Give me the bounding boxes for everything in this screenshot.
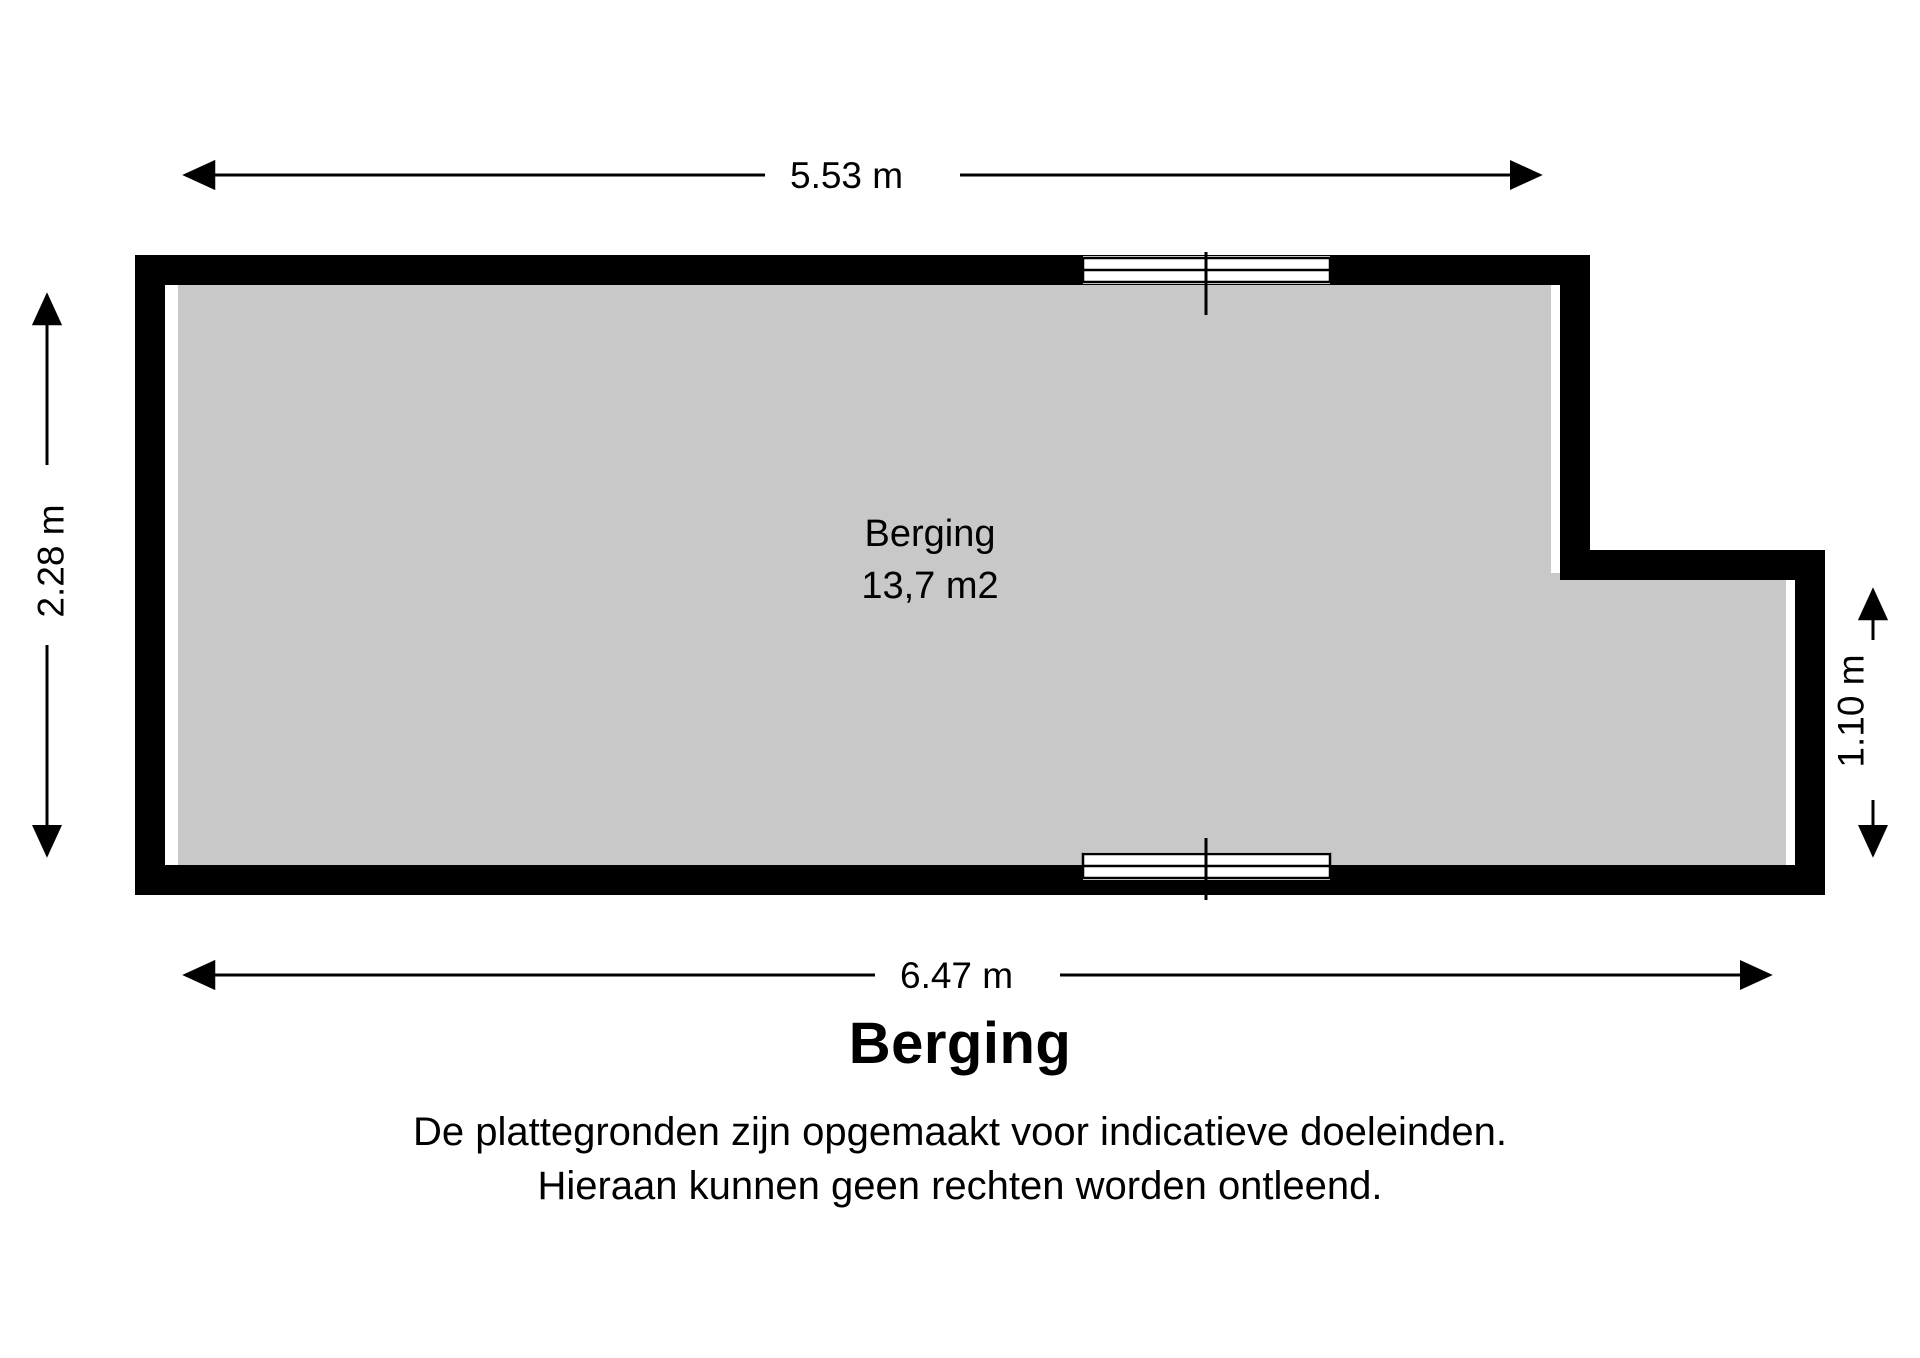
room-name-label: Berging bbox=[864, 513, 996, 555]
dimension-label-top: 5.53 m bbox=[790, 155, 904, 196]
dimension-label-right: 1.10 m bbox=[1830, 654, 1872, 768]
disclaimer-line-2: Hieraan kunnen geen rechten worden ontleend. bbox=[537, 1164, 1383, 1208]
room-area-label: 13,7 m2 bbox=[861, 565, 999, 607]
dimension-label-left: 2.28 m bbox=[30, 504, 72, 618]
disclaimer-line-1: De plattegronden zijn opgemaakt voor indicatieve doeleinden. bbox=[412, 1110, 1508, 1154]
page-title: Berging bbox=[848, 1011, 1072, 1076]
dimension-label-bottom: 6.47 m bbox=[900, 955, 1014, 996]
disclaimer-text bbox=[0, 1105, 1920, 1213]
